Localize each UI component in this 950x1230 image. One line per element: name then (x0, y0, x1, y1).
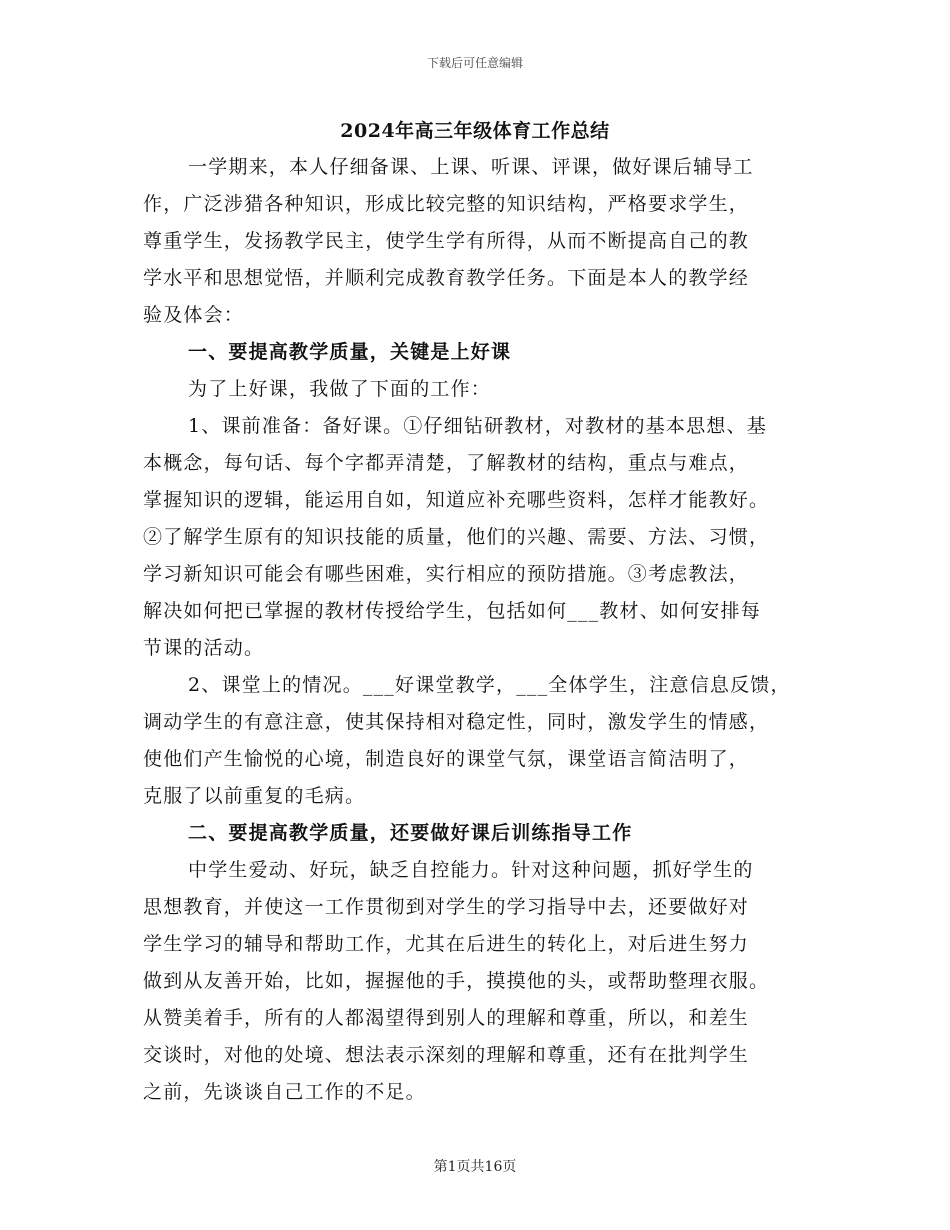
paragraph-line: 1、课前准备：备好课。①仔细钻研教材，对教材的基本思想、基 (188, 415, 767, 437)
paragraph-line: 为了上好课，我做了下面的工作： (188, 378, 492, 400)
paragraph-line: 节课的活动。 (143, 637, 265, 659)
paragraph-line: 从赞美着手，所有的人都渴望得到别人的理解和尊重，所以，和差生 (143, 1007, 750, 1029)
paragraph-line: 克服了以前重复的毛病。 (143, 785, 366, 807)
paragraph-line: 学水平和思想觉悟，并顺利完成教育教学任务。下面是本人的教学经 (143, 267, 750, 289)
paragraph-line: 学习新知识可能会有哪些困难，实行相应的预防措施。③考虑教法， (143, 563, 750, 585)
paragraph-line: 之前，先谈谈自己工作的不足。 (143, 1081, 426, 1103)
paragraph-line: 解决如何把已掌握的教材传授给学生，包括如何___教材、如何安排每 (143, 600, 761, 622)
paragraph-line: 中学生爱动、好玩，缺乏自控能力。针对这种问题，抓好学生的 (188, 859, 754, 881)
paragraph-line: 2、课堂上的情况。___好课堂教学，___全体学生，注意信息反馈， (188, 674, 791, 696)
paragraph-line: 使他们产生愉悦的心境，制造良好的课堂气氛，课堂语言简洁明了， (143, 748, 750, 770)
section-heading-1: 一、要提高教学质量，关键是上好课 (188, 341, 512, 363)
paragraph-line: 做到从友善开始，比如，握握他的手，摸摸他的头，或帮助整理衣服。 (143, 970, 770, 992)
paragraph-line: 一学期来，本人仔细备课、上课、听课、评课，做好课后辅导工 (188, 156, 754, 178)
paragraph-line: 掌握知识的逻辑，能运用自如，知道应补充哪些资料，怎样才能教好。 (143, 489, 770, 511)
paragraph-line: 作，广泛涉猎各种知识，形成比较完整的知识结构，严格要求学生， (143, 193, 750, 215)
paragraph-line: 思想教育，并使这一工作贯彻到对学生的学习指导中去，还要做好对 (143, 896, 750, 918)
document-title: 2024年高三年级体育工作总结 (340, 120, 610, 142)
paragraph-line: 尊重学生，发扬教学民主，使学生学有所得，从而不断提高自己的教 (143, 230, 750, 252)
paragraph-line: 验及体会： (143, 304, 245, 326)
paragraph-line: 本概念，每句话、每个字都弄清楚，了解教材的结构，重点与难点， (143, 452, 750, 474)
paragraph-line: 交谈时，对他的处境、想法表示深刻的理解和尊重，还有在批判学生 (143, 1044, 750, 1066)
paragraph-line: ②了解学生原有的知识技能的质量，他们的兴趣、需要、方法、习惯， (143, 526, 770, 548)
section-heading-2: 二、要提高教学质量，还要做好课后训练指导工作 (188, 822, 633, 844)
paragraph-line: 调动学生的有意注意，使其保持相对稳定性，同时，激发学生的情感， (143, 711, 770, 733)
header-note: 下载后可任意编辑 (426, 56, 523, 70)
paragraph-line: 学生学习的辅导和帮助工作，尤其在后进生的转化上，对后进生努力 (143, 933, 750, 955)
page-footer: 第1页共16页 (433, 1159, 517, 1175)
